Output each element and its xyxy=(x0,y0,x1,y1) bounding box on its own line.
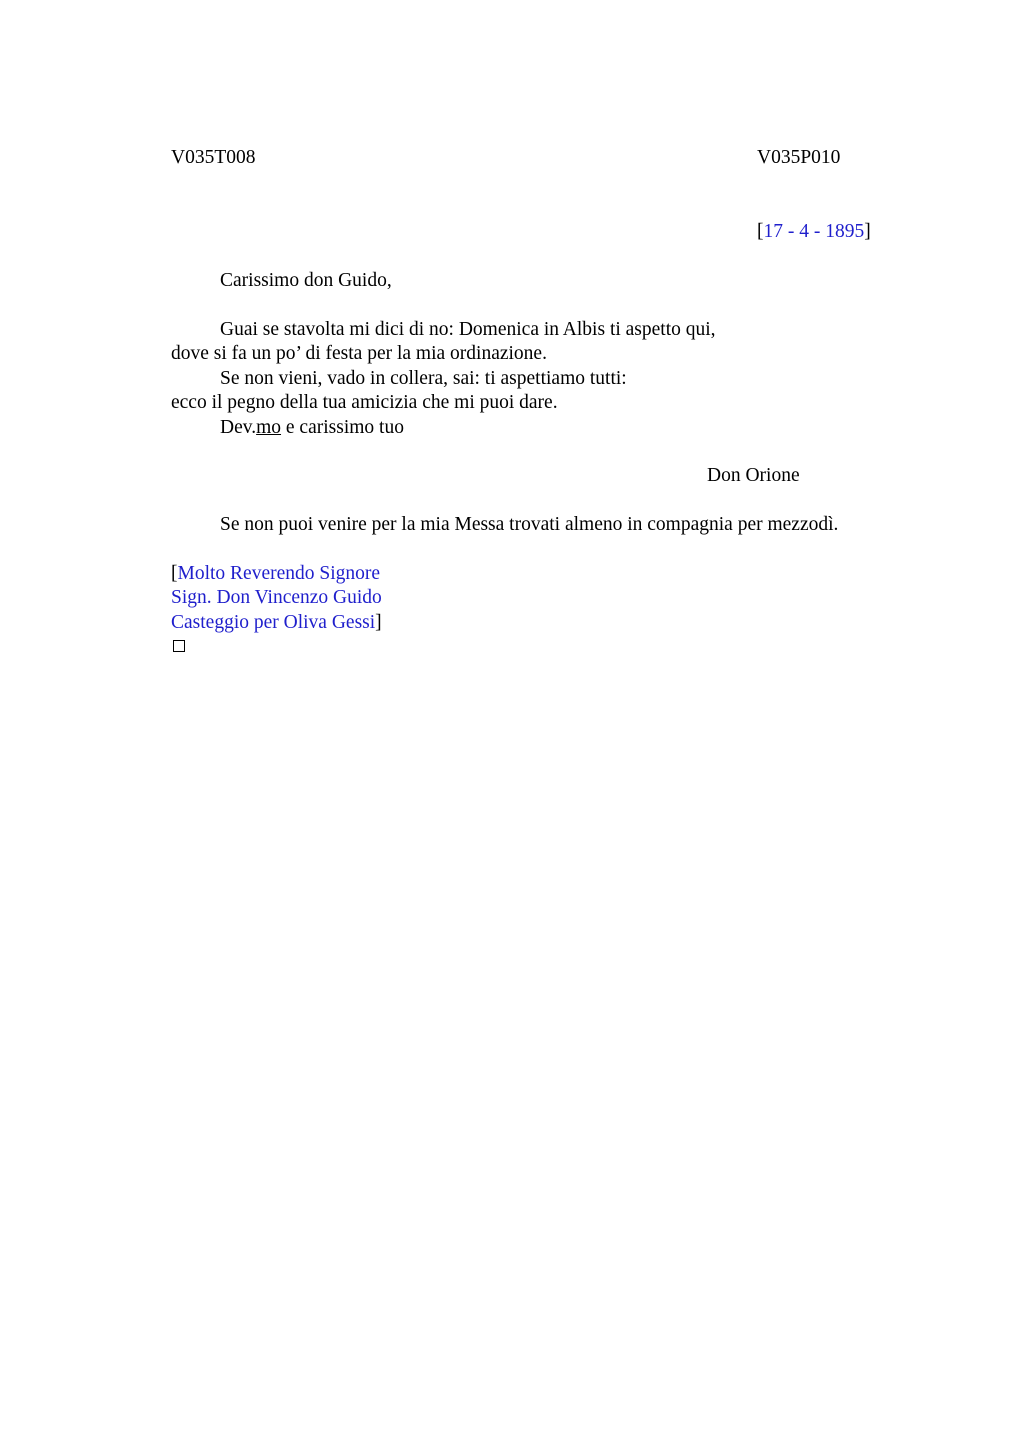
body-line-1: Guai se stavolta mi dici di no: Domenica in Albis ti aspetto qui, xyxy=(220,319,716,340)
salutation: Carissimo don Guido, xyxy=(220,270,392,291)
closing-abbreviation: mo xyxy=(256,417,282,438)
document-code-left: V035T008 xyxy=(171,147,256,168)
address-text-1: Molto Reverendo Signore xyxy=(177,563,381,584)
closing-suffix: e carissimo tuo xyxy=(281,417,404,438)
bracket-close: ] xyxy=(864,221,871,242)
document-code-right: V035P010 xyxy=(757,147,841,168)
bracket-close: ] xyxy=(375,612,382,633)
address-line-1 xyxy=(171,562,380,586)
address-text-3: Casteggio per Oliva Gessi xyxy=(171,612,376,633)
signature: Don Orione xyxy=(707,465,800,486)
body-line-3: Se non vieni, vado in collera, sai: ti aspettiamo tutti: xyxy=(220,368,627,389)
body-line-2: dove si fa un po’ di festa per la mia ordinazione. xyxy=(171,343,547,364)
body-line-4: ecco il pegno della tua amicizia che mi puoi dare. xyxy=(171,392,558,413)
empty-checkbox-icon xyxy=(173,640,185,652)
closing-prefix: Dev. xyxy=(220,417,257,438)
closing xyxy=(220,416,404,440)
letter-date xyxy=(757,220,871,244)
address-line-2: Sign. Don Vincenzo Guido xyxy=(171,587,382,608)
postscript: Se non puoi venire per la mia Messa trovati almeno in compagnia per mezzodì. xyxy=(220,514,839,535)
bracket-open: [ xyxy=(757,221,764,242)
date-value: 17 - 4 - 1895 xyxy=(763,221,865,242)
bracket-open: [ xyxy=(171,563,178,584)
address-line-3 xyxy=(171,611,382,635)
